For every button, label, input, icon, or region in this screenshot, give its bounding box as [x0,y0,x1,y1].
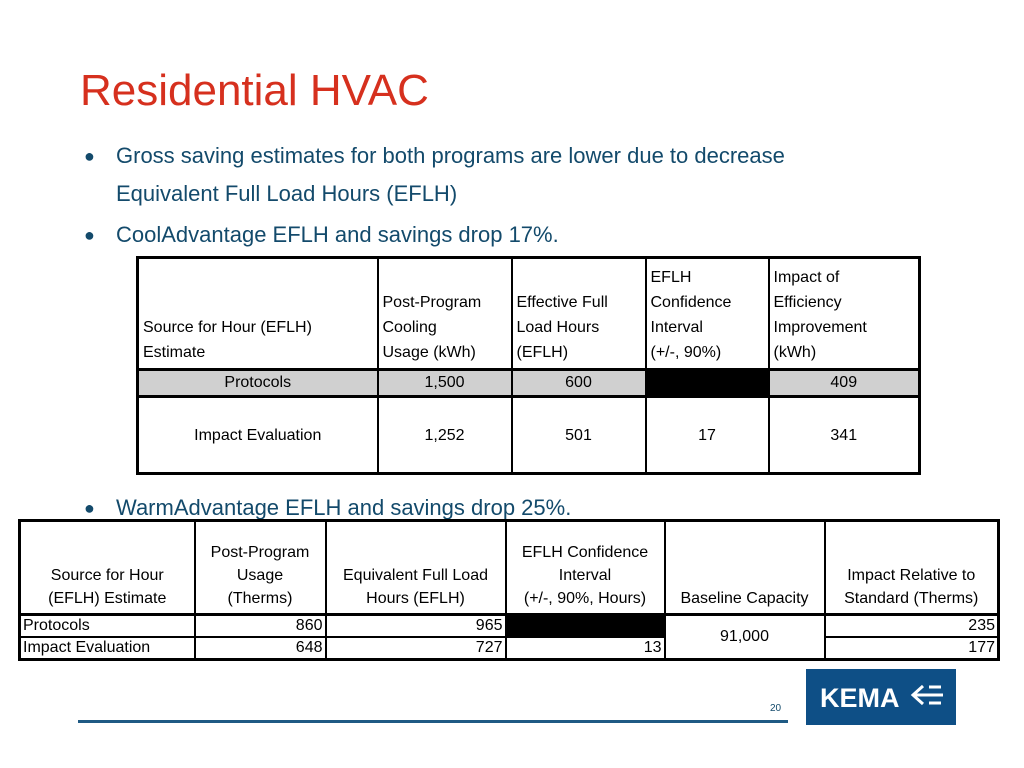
table-cell: 17 [646,397,769,474]
header-line: (+/-, 90%, Hours) [523,590,647,607]
header-source [20,521,195,615]
cooladvantage-table [136,256,921,475]
table-cell: Impact Evaluation [20,637,195,660]
table-cell: 1,500 [378,370,512,397]
header-line: Equivalent Full Load [343,567,488,584]
footer-divider [78,720,788,723]
header-confidence [506,521,665,615]
bullet-dot-icon: ● [84,146,95,166]
header-line: Interval [558,567,612,584]
table-row-impact-evaluation [138,397,920,474]
header-line: (Therms) [227,590,293,607]
table-cell: 13 [506,637,665,660]
header-line: Hours (EFLH) [366,590,465,607]
table-row-protocols [138,370,920,397]
table-cell: Impact Evaluation [138,397,378,474]
table-cell: 235 [825,615,999,638]
header-line: Source for Hour (EFLH) [143,319,312,336]
header-post-program [378,258,512,370]
header-line: Standard (Therms) [844,590,979,607]
table-cell: 727 [326,637,506,660]
header-line: Usage [236,567,284,584]
table-cell: 501 [512,397,646,474]
header-confidence [646,258,769,370]
table-cell: 341 [769,397,920,474]
page-number: 20 [770,703,782,714]
table-cell: Protocols [20,615,195,638]
header-line: (+/-, 90%) [650,344,722,361]
header-line: EFLH [650,269,692,286]
table-cell: 177 [825,637,999,660]
bullet-dot-icon: ● [84,498,95,518]
header-line: (EFLH) Estimate [48,590,167,607]
table-cell-blackout [506,615,665,638]
table-cell: 409 [769,370,920,397]
table-header-row [138,258,920,370]
table-cell: 860 [195,615,326,638]
logo-text: KEMA [820,683,900,713]
kema-logo [806,669,956,725]
header-line: Baseline Capacity [680,590,809,607]
table-cell: 648 [195,637,326,660]
table-row-protocols [20,615,999,638]
header-line: (kWh) [773,344,817,361]
header-line: Source for Hour [50,567,164,584]
header-line: EFLH Confidence [521,544,649,561]
header-eflh [512,258,646,370]
kema-logo-icon [806,669,956,725]
bullet-text: CoolAdvantage EFLH and savings drop 17%. [116,222,559,247]
header-line: Interval [650,319,703,336]
header-source [138,258,378,370]
header-post-program [195,521,326,615]
table-row-impact-evaluation [20,637,999,660]
header-impact-relative [825,521,999,615]
header-line: Usage (kWh) [382,344,476,361]
bullet-dot-icon: ● [84,225,95,245]
header-line: Efficiency [773,294,842,311]
table-cell-baseline-capacity: 91,000 [665,615,825,660]
header-line: Impact of [773,269,840,286]
header-line: Post-Program [382,294,482,311]
header-line: Post-Program [210,544,310,561]
table-cell-blackout [646,370,769,397]
table-cell: 1,252 [378,397,512,474]
header-line: Confidence [650,294,732,311]
header-line: Effective Full [516,294,608,311]
table-cell: 600 [512,370,646,397]
slide-title: Residential HVAC [80,66,429,115]
table-cell: 965 [326,615,506,638]
bullet-text: Equivalent Full Load Hours (EFLH) [116,181,458,206]
header-baseline-capacity [665,521,825,615]
header-eflh [326,521,506,615]
header-line: (EFLH) [516,344,569,361]
bullet-text: Gross saving estimates for both programs are lower due to decrease [116,143,785,168]
warmadvantage-table [18,519,1000,661]
header-line: Load Hours [516,319,600,336]
header-line: Improvement [773,319,867,336]
bullet-text: WarmAdvantage EFLH and savings drop 25%. [116,495,572,520]
header-impact [769,258,920,370]
table-cell: Protocols [138,370,378,397]
table-header-row [20,521,999,615]
header-line: Cooling [382,319,437,336]
header-line: Estimate [143,344,206,361]
header-line: Impact Relative to [847,567,976,584]
